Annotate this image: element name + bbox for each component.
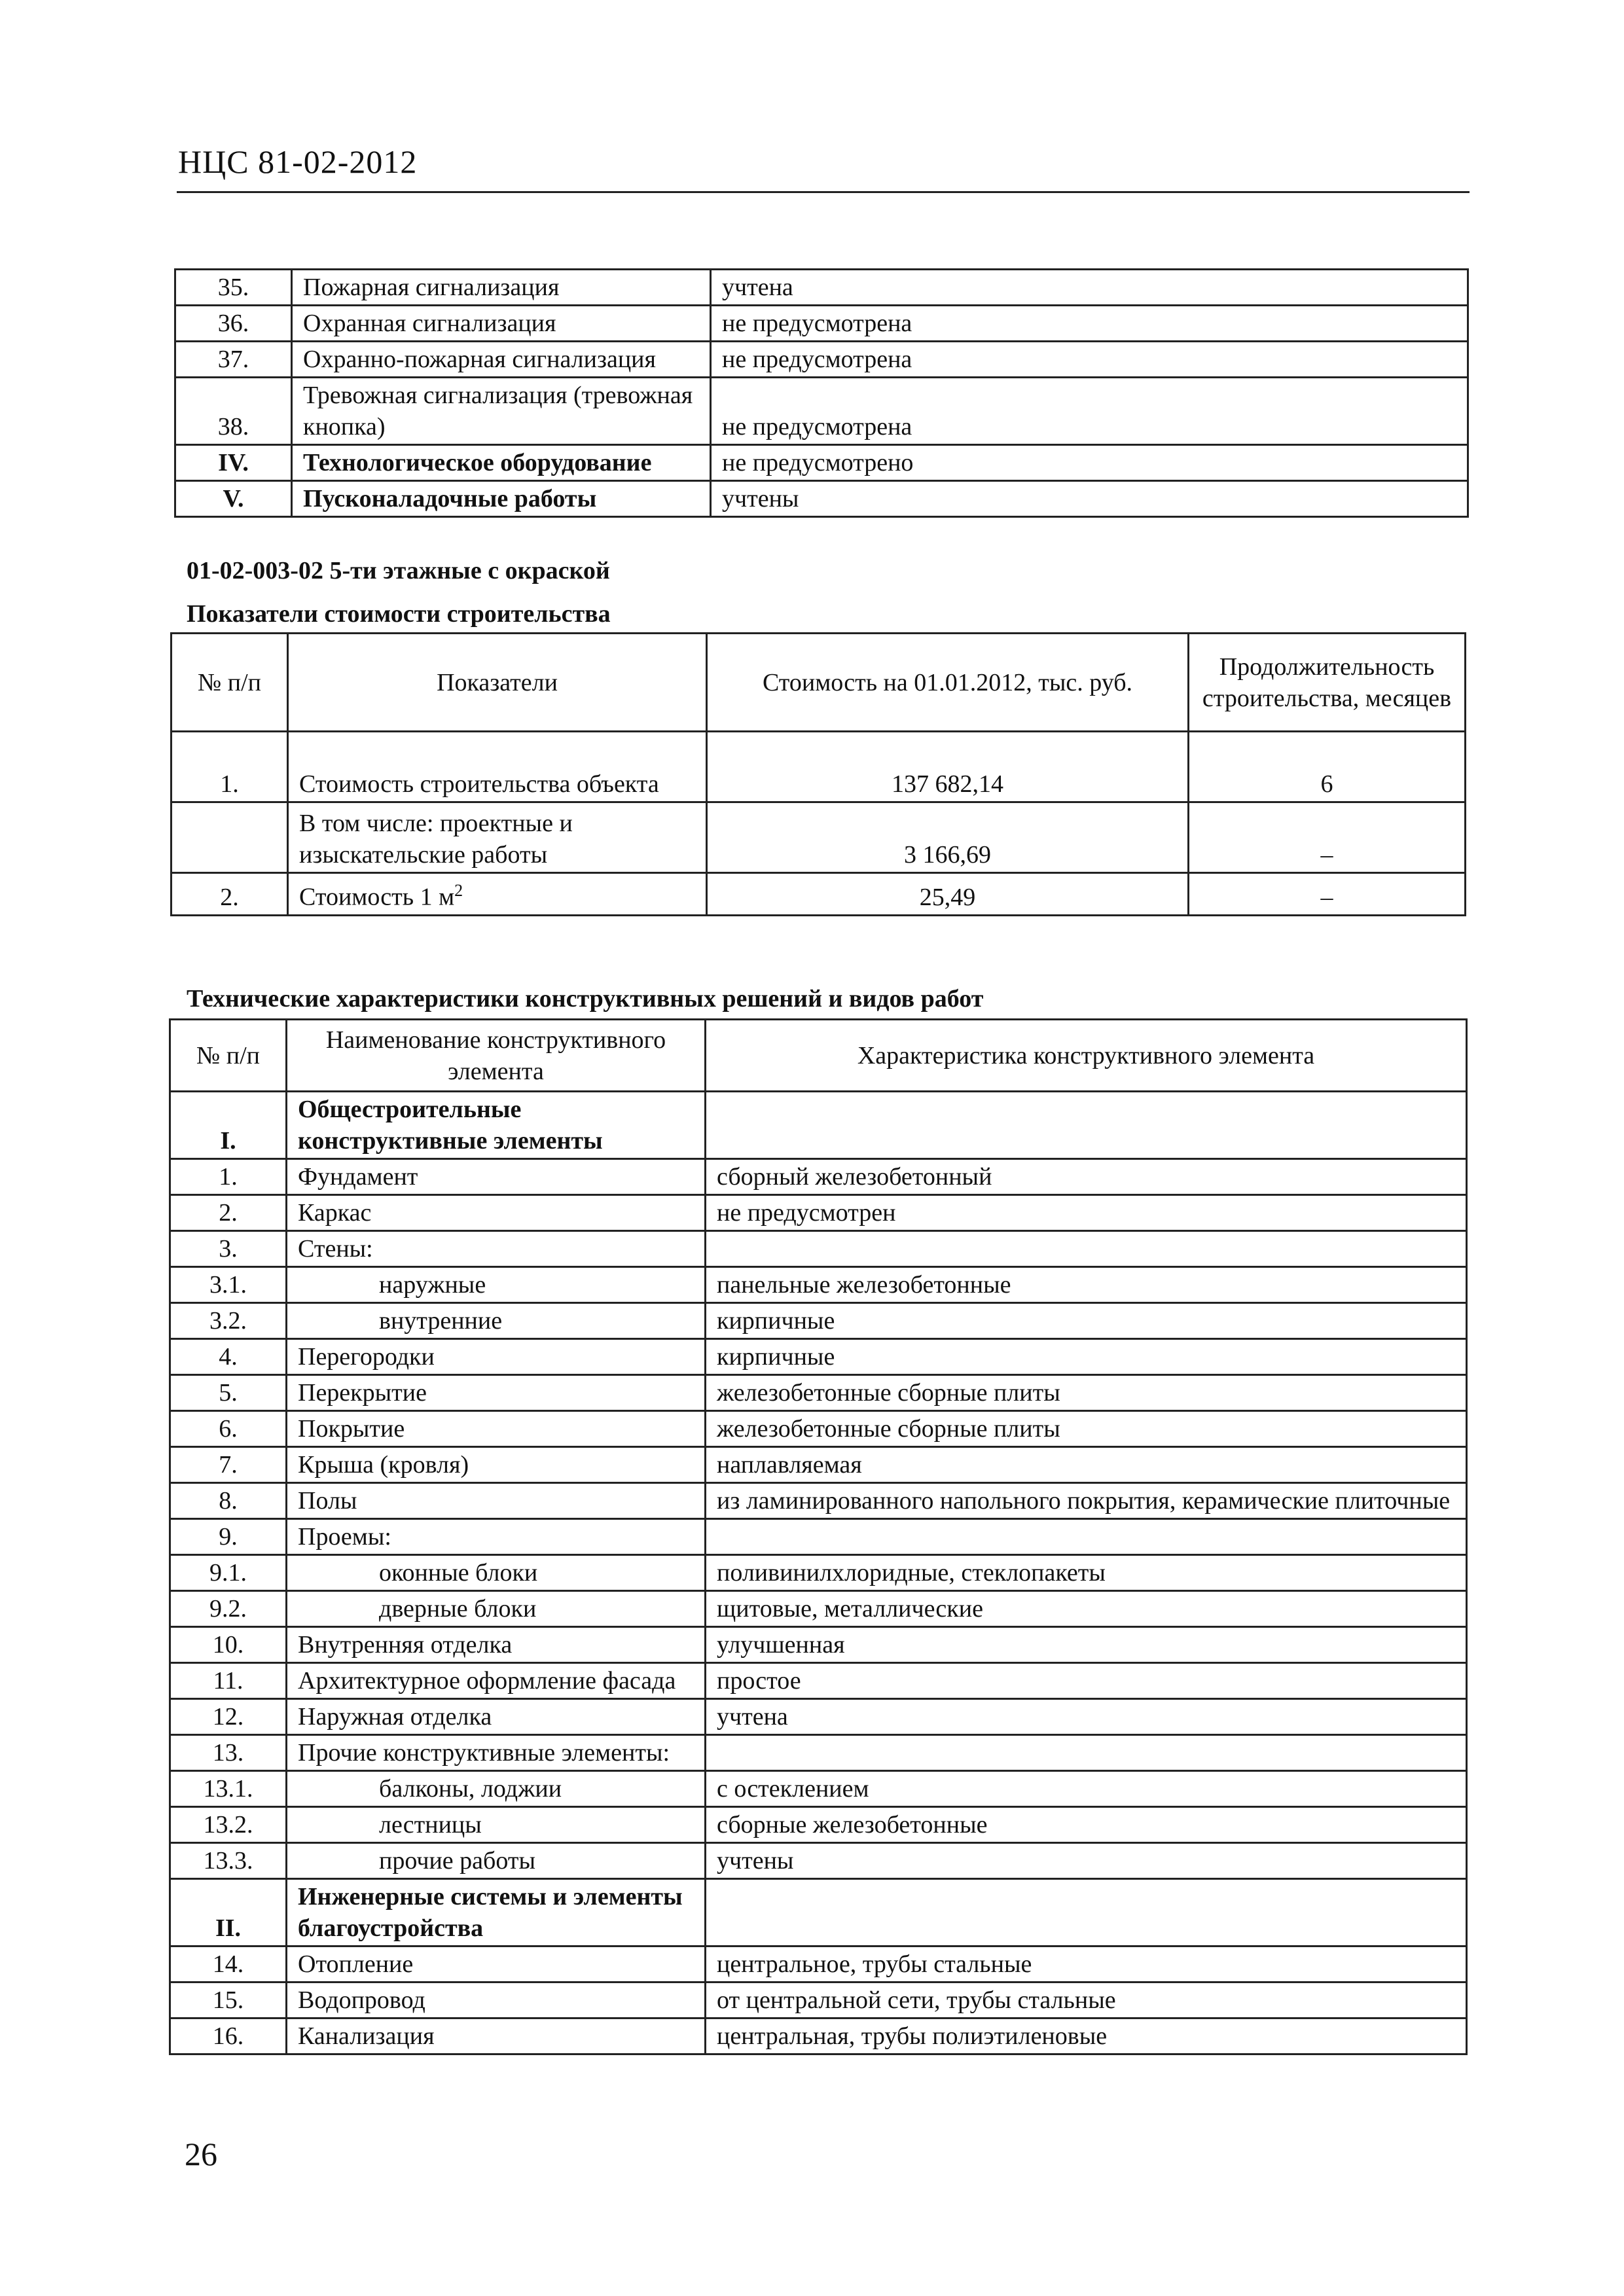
tech-table-heading: Технические характеристики конструктивных решений и видов работ xyxy=(187,985,984,1013)
cost-row-value: 137 682,14 xyxy=(707,732,1189,802)
row-value xyxy=(706,1231,1467,1267)
row-number: 9.1. xyxy=(170,1555,287,1591)
row-name: Перекрытие xyxy=(287,1375,706,1411)
row-number: 13.2. xyxy=(170,1807,287,1843)
cost-header-cost: Стоимость на 01.01.2012, тыс. руб. xyxy=(707,634,1189,732)
table-row xyxy=(170,1411,1467,1447)
row-value: не предусмотрена xyxy=(711,342,1468,378)
cost-row-value: 25,49 xyxy=(707,873,1189,916)
row-value: с остеклением xyxy=(706,1771,1467,1807)
row-value xyxy=(706,1092,1467,1159)
row-value: железобетонные сборные плиты xyxy=(706,1375,1467,1411)
table-row xyxy=(170,1807,1467,1843)
row-value: учтены xyxy=(711,481,1468,517)
table-row xyxy=(170,1843,1467,1879)
row-value xyxy=(706,1735,1467,1771)
row-value: поливинилхлоридные, стеклопакеты xyxy=(706,1555,1467,1591)
header-rule xyxy=(177,191,1470,193)
object-heading: 01-02-003-02 5-ти этажные с окраской xyxy=(187,557,610,584)
row-value: простое xyxy=(706,1663,1467,1699)
cost-header-duration: Продолжительность строительства, месяцев xyxy=(1189,634,1466,732)
row-name: Фундамент xyxy=(287,1159,706,1195)
row-name: Пожарная сигнализация xyxy=(292,270,711,306)
row-value: от центральной сети, трубы стальные xyxy=(706,1982,1467,2018)
tech-header-characteristic: Характеристика конструктивного элемента xyxy=(706,1020,1467,1092)
table-row xyxy=(170,1159,1467,1195)
row-value: сборные железобетонные xyxy=(706,1807,1467,1843)
row-number: 10. xyxy=(170,1627,287,1663)
row-name: Полы xyxy=(287,1483,706,1519)
table-row xyxy=(170,1946,1467,1982)
row-value: центральное, трубы стальные xyxy=(706,1946,1467,1982)
row-name: Водопровод xyxy=(287,1982,706,2018)
row-value: железобетонные сборные плиты xyxy=(706,1411,1467,1447)
row-name: Пусконаладочные работы xyxy=(292,481,711,517)
cost-header-number: № п/п xyxy=(171,634,288,732)
table-row xyxy=(170,1627,1467,1663)
row-name: Проемы: xyxy=(287,1519,706,1555)
row-name: Технологическое оборудование xyxy=(292,445,711,481)
table-row xyxy=(170,1771,1467,1807)
row-value: щитовые, металлические xyxy=(706,1591,1467,1627)
tech-table xyxy=(169,1018,1468,2055)
row-number: 2. xyxy=(170,1195,287,1231)
row-name: Канализация xyxy=(287,2018,706,2054)
row-number: 6. xyxy=(170,1411,287,1447)
table-row xyxy=(175,306,1468,342)
table-row xyxy=(170,1483,1467,1519)
row-value: учтены xyxy=(706,1843,1467,1879)
unit-cost-label: Стоимость 1 м xyxy=(299,883,455,911)
row-name: Инженерные системы и элементы благоустройства xyxy=(287,1879,706,1946)
cost-row-number: 2. xyxy=(171,873,288,916)
table-row xyxy=(170,1519,1467,1555)
row-number: 1. xyxy=(170,1159,287,1195)
row-value: центральная, трубы полиэтиленовые xyxy=(706,2018,1467,2054)
table-row xyxy=(170,1879,1467,1946)
row-name: балконы, лоджии xyxy=(287,1771,706,1807)
table-row xyxy=(170,1231,1467,1267)
cost-row-number: 1. xyxy=(171,732,288,802)
row-name: Наружная отделка xyxy=(287,1699,706,1735)
table-row xyxy=(175,270,1468,306)
table-row xyxy=(170,1591,1467,1627)
row-name: Внутренняя отделка xyxy=(287,1627,706,1663)
row-name: Общестроительные конструктивные элементы xyxy=(287,1092,706,1159)
row-value: не предусмотрена xyxy=(711,378,1468,445)
row-number: 3.1. xyxy=(170,1267,287,1303)
row-number: 12. xyxy=(170,1699,287,1735)
cost-row-name: В том числе: проектные и изыскательские работы xyxy=(288,802,707,873)
row-number: 37. xyxy=(175,342,292,378)
cost-row-name xyxy=(288,873,707,916)
row-value: учтена xyxy=(711,270,1468,306)
row-number: 9. xyxy=(170,1519,287,1555)
row-number: 3.2. xyxy=(170,1303,287,1339)
row-number: 15. xyxy=(170,1982,287,2018)
row-number: 16. xyxy=(170,2018,287,2054)
row-name: Покрытие xyxy=(287,1411,706,1447)
row-number: 8. xyxy=(170,1483,287,1519)
row-name: Отопление xyxy=(287,1946,706,1982)
row-name: наружные xyxy=(287,1267,706,1303)
table-row xyxy=(170,1303,1467,1339)
row-value: из ламинированного напольного покрытия, керамические плиточные xyxy=(706,1483,1467,1519)
table-row xyxy=(175,481,1468,517)
cost-row-number xyxy=(171,802,288,873)
row-value: не предусмотрено xyxy=(711,445,1468,481)
cost-row-name: Стоимость строительства объекта xyxy=(288,732,707,802)
row-number: I. xyxy=(170,1092,287,1159)
tech-header-number: № п/п xyxy=(170,1020,287,1092)
row-value: не предусмотрен xyxy=(706,1195,1467,1231)
table-row xyxy=(171,802,1466,873)
cost-table-heading: Показатели стоимости строительства xyxy=(187,600,611,628)
table-row xyxy=(175,342,1468,378)
table-row xyxy=(170,1092,1467,1159)
row-name: Крыша (кровля) xyxy=(287,1447,706,1483)
row-value xyxy=(706,1879,1467,1946)
table-row xyxy=(170,1267,1467,1303)
table-row xyxy=(170,1555,1467,1591)
row-name: прочие работы xyxy=(287,1843,706,1879)
row-number: 3. xyxy=(170,1231,287,1267)
table-row xyxy=(170,1375,1467,1411)
table-row xyxy=(171,732,1466,802)
row-name: оконные блоки xyxy=(287,1555,706,1591)
row-number: 4. xyxy=(170,1339,287,1375)
row-name: Охранно-пожарная сигнализация xyxy=(292,342,711,378)
row-name: Охранная сигнализация xyxy=(292,306,711,342)
table-row xyxy=(170,1982,1467,2018)
tech-header-element: Наименование конструктивного элемента xyxy=(287,1020,706,1092)
row-number: 7. xyxy=(170,1447,287,1483)
row-number: 11. xyxy=(170,1663,287,1699)
row-number: 36. xyxy=(175,306,292,342)
table-row xyxy=(171,873,1466,916)
cost-row-duration: – xyxy=(1189,802,1466,873)
row-value xyxy=(706,1519,1467,1555)
row-name: Архитектурное оформление фасада xyxy=(287,1663,706,1699)
row-name: лестницы xyxy=(287,1807,706,1843)
table-row xyxy=(175,378,1468,445)
row-name: Перегородки xyxy=(287,1339,706,1375)
systems-table xyxy=(174,268,1469,518)
row-number: IV. xyxy=(175,445,292,481)
row-number: 35. xyxy=(175,270,292,306)
row-number: V. xyxy=(175,481,292,517)
cost-table xyxy=(170,632,1466,916)
document-code: НЦС 81-02-2012 xyxy=(178,143,418,180)
row-value: наплавляемая xyxy=(706,1447,1467,1483)
cost-row-value: 3 166,69 xyxy=(707,802,1189,873)
row-number: 13.1. xyxy=(170,1771,287,1807)
row-name: Тревожная сигнализация (тревожная кнопка) xyxy=(292,378,711,445)
row-value: кирпичные xyxy=(706,1339,1467,1375)
row-number: II. xyxy=(170,1879,287,1946)
table-row xyxy=(170,1663,1467,1699)
unit-exponent: 2 xyxy=(454,881,463,900)
row-name: Прочие конструктивные элементы: xyxy=(287,1735,706,1771)
page-number: 26 xyxy=(185,2136,217,2172)
table-row xyxy=(170,2018,1467,2054)
table-row xyxy=(170,1735,1467,1771)
row-value: улучшенная xyxy=(706,1627,1467,1663)
row-name: Стены: xyxy=(287,1231,706,1267)
row-number: 13.3. xyxy=(170,1843,287,1879)
row-name: Каркас xyxy=(287,1195,706,1231)
row-value: панельные железобетонные xyxy=(706,1267,1467,1303)
row-number: 38. xyxy=(175,378,292,445)
row-name: дверные блоки xyxy=(287,1591,706,1627)
cost-row-duration: – xyxy=(1189,873,1466,916)
row-number: 14. xyxy=(170,1946,287,1982)
table-row xyxy=(175,445,1468,481)
cost-row-duration: 6 xyxy=(1189,732,1466,802)
row-number: 9.2. xyxy=(170,1591,287,1627)
row-value: сборный железобетонный xyxy=(706,1159,1467,1195)
row-value: не предусмотрена xyxy=(711,306,1468,342)
cost-header-indicator: Показатели xyxy=(288,634,707,732)
table-row xyxy=(170,1195,1467,1231)
table-row xyxy=(170,1447,1467,1483)
table-row xyxy=(170,1339,1467,1375)
table-row xyxy=(170,1699,1467,1735)
row-name: внутренние xyxy=(287,1303,706,1339)
row-number: 13. xyxy=(170,1735,287,1771)
row-number: 5. xyxy=(170,1375,287,1411)
row-value: кирпичные xyxy=(706,1303,1467,1339)
row-value: учтена xyxy=(706,1699,1467,1735)
